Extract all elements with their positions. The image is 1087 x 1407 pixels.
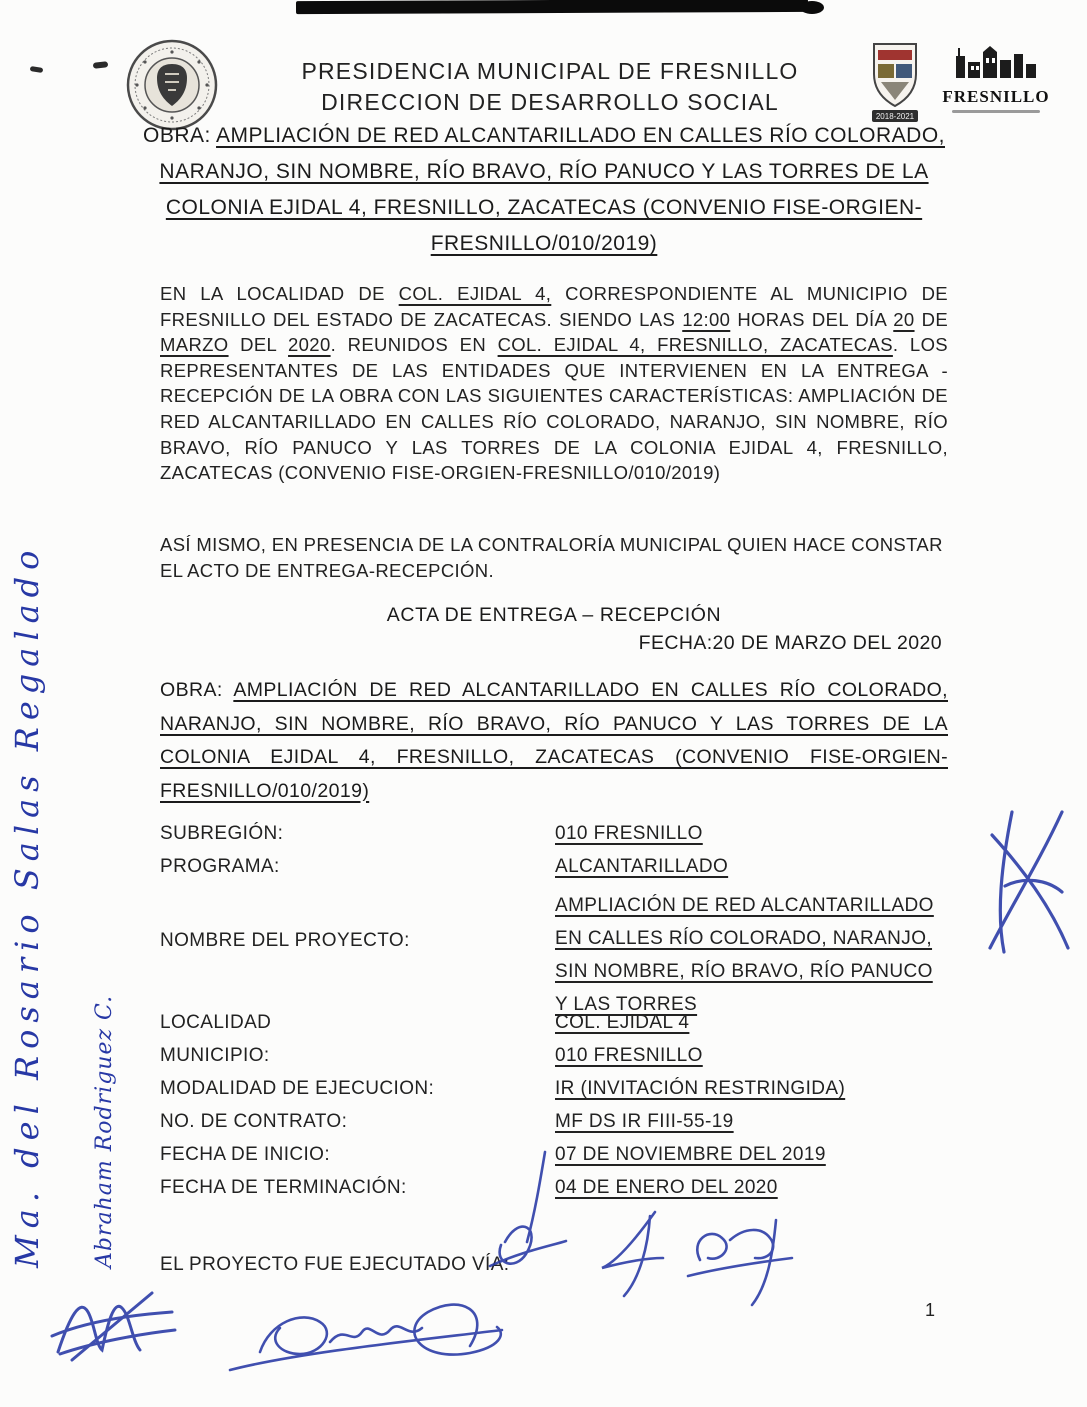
- signature-bottom-left: [52, 1293, 175, 1360]
- field-row-localidad: [160, 1012, 950, 1034]
- page-title: PRESIDENCIA MUNICIPAL DE FRESNILLO: [301, 58, 799, 84]
- field-row-inicio: [160, 1144, 950, 1166]
- field-label: MODALIDAD DE EJECUCION:: [160, 1078, 435, 1099]
- ejecutado-line: EL PROYECTO FUE EJECUTADO VÍA:: [160, 1254, 510, 1275]
- field-value: 010 FRESNILLO: [555, 1045, 703, 1066]
- field-value: COL. EJIDAL 4: [555, 1012, 690, 1033]
- field-value: MF DS IR FIII-55-19: [555, 1111, 734, 1132]
- scan-mark-left-1: [30, 66, 44, 73]
- fresnillo-tagline-line: [952, 110, 1040, 113]
- field-label: LOCALIDAD: [160, 1012, 272, 1033]
- scan-mark-left-2: [93, 61, 109, 69]
- signature-mid-1: [490, 1152, 566, 1266]
- acta-date: FECHA:20 DE MARZO DEL 2020: [638, 632, 942, 654]
- proyecto-line: AMPLIACIÓN DE RED ALCANTARILLADO: [555, 895, 934, 916]
- body-paragraph-1: EN LA LOCALIDAD DE COL. EJIDAL 4, CORRESPONDIENTE AL MUNICIPIO DE FRESNILLO DEL ESTADO DE ZACATECAS. SIENDO LAS 12:00 HORAS DEL DÍA 20 DE MARZO DEL 2020. REUNIDOS EN COL. EJIDAL 4, FRESNILLO, ZACATECAS. LOS REPRESENTANTES DE LAS ENTIDADES QUE INTERVIENEN EN LA ENTREGA - RECEPCIÓN DE LA OBRA CON LAS SIGUIENTES CARACTERÍSTICAS: AMPLIACIÓN DE RED ALCANTARILLADO EN CALLES RÍO COLORADO, NARANJO, SIN NOMBRE, RÍO BRAVO, RÍO PANUCO Y LAS TORRES DE LA COLONIA EJIDAL 4, FRESNILLO, ZACATECAS (CONVENIO FISE-ORGIEN-FRESNILLO/010/2019): [160, 283, 949, 484]
- page-number: 1: [925, 1300, 936, 1320]
- field-label: NOMBRE DEL PROYECTO:: [160, 930, 410, 951]
- obra-header: OBRA: AMPLIACIÓN DE RED ALCANTARILLADO EN CALLES RÍO COLORADO, NARANJO, SIN NOMBRE, RÍO BRAVO, RÍO PANUCO Y LAS TORRES DE LA COLONIA EJIDAL 4, FRESNILLO, ZACATECAS (CONVENIO FISE-ORGIEN-FRESNILLO/010/2019): [143, 124, 945, 255]
- handwritten-margin-name-1: Ma. del Rosario Salas Regalado: [8, 543, 46, 1268]
- field-value: 04 DE ENERO DEL 2020: [555, 1177, 778, 1198]
- acta-title: ACTA DE ENTREGA – RECEPCIÓN: [386, 604, 722, 626]
- signature-mid-2: [602, 1212, 663, 1296]
- field-label: MUNICIPIO:: [160, 1045, 270, 1066]
- obra-section: OBRA: AMPLIACIÓN DE RED ALCANTARILLADO EN CALLES RÍO COLORADO, NARANJO, SIN NOMBRE, RÍO BRAVO, RÍO PANUCO Y LAS TORRES DE LA COLONIA EJIDAL 4, FRESNILLO, ZACATECAS (CONVENIO FISE-ORGIEN-FRESNILLO/010/2019): [160, 679, 948, 802]
- handwritten-margin-name-2: Abraham Rodriguez C.: [92, 994, 117, 1268]
- field-row-contrato: [160, 1111, 950, 1133]
- fresnillo-logo: [942, 44, 1050, 113]
- field-value: 07 DE NOVIEMBRE DEL 2019: [555, 1144, 826, 1165]
- signature-bottom-center: [230, 1305, 502, 1370]
- field-label: FECHA DE TERMINACIÓN:: [160, 1177, 407, 1198]
- proyecto-line: EN CALLES RÍO COLORADO, NARANJO,: [555, 928, 933, 949]
- field-label: NO. DE CONTRATO:: [160, 1111, 348, 1132]
- field-label: PROGRAMA:: [160, 856, 280, 877]
- page-subtitle: DIRECCION DE DESARROLLO SOCIAL: [321, 89, 779, 115]
- body-paragraph-2: ASÍ MISMO, EN PRESENCIA DE LA CONTRALORÍA MUNICIPAL QUIEN HACE CONSTAR EL ACTO DE ENTREGA-RECEPCIÓN.: [160, 534, 943, 581]
- field-row-subregion: [160, 823, 950, 845]
- scan-artifact-blob: [800, 1, 824, 14]
- field-label: FECHA DE INICIO:: [160, 1144, 331, 1165]
- scan-artifact-band: [296, 0, 808, 14]
- field-label: SUBREGIÓN:: [160, 823, 284, 844]
- field-row-terminacion: [160, 1177, 950, 1199]
- proyecto-line: SIN NOMBRE, RÍO BRAVO, RÍO PANUCO: [555, 961, 933, 982]
- field-value: 010 FRESNILLO: [555, 823, 703, 844]
- field-value: ALCANTARILLADO: [555, 856, 729, 877]
- field-row-municipio: [160, 1045, 950, 1067]
- field-value-proyecto: [555, 889, 955, 1021]
- shield-years-label: 2018-2021: [875, 112, 915, 121]
- signature-right-margin: [990, 812, 1068, 952]
- signature-mid-3: [688, 1220, 792, 1305]
- field-value: IR (INVITACIÓN RESTRINGIDA): [555, 1078, 846, 1099]
- proyecto-line: Y LAS TORRES: [555, 994, 698, 1015]
- fresnillo-skyline-icon: [948, 44, 1044, 80]
- header-title-block: [200, 58, 900, 116]
- field-row-modalidad: [160, 1078, 950, 1100]
- field-row-programa: [160, 856, 950, 878]
- fresnillo-wordmark: FRESNILLO: [942, 87, 1050, 106]
